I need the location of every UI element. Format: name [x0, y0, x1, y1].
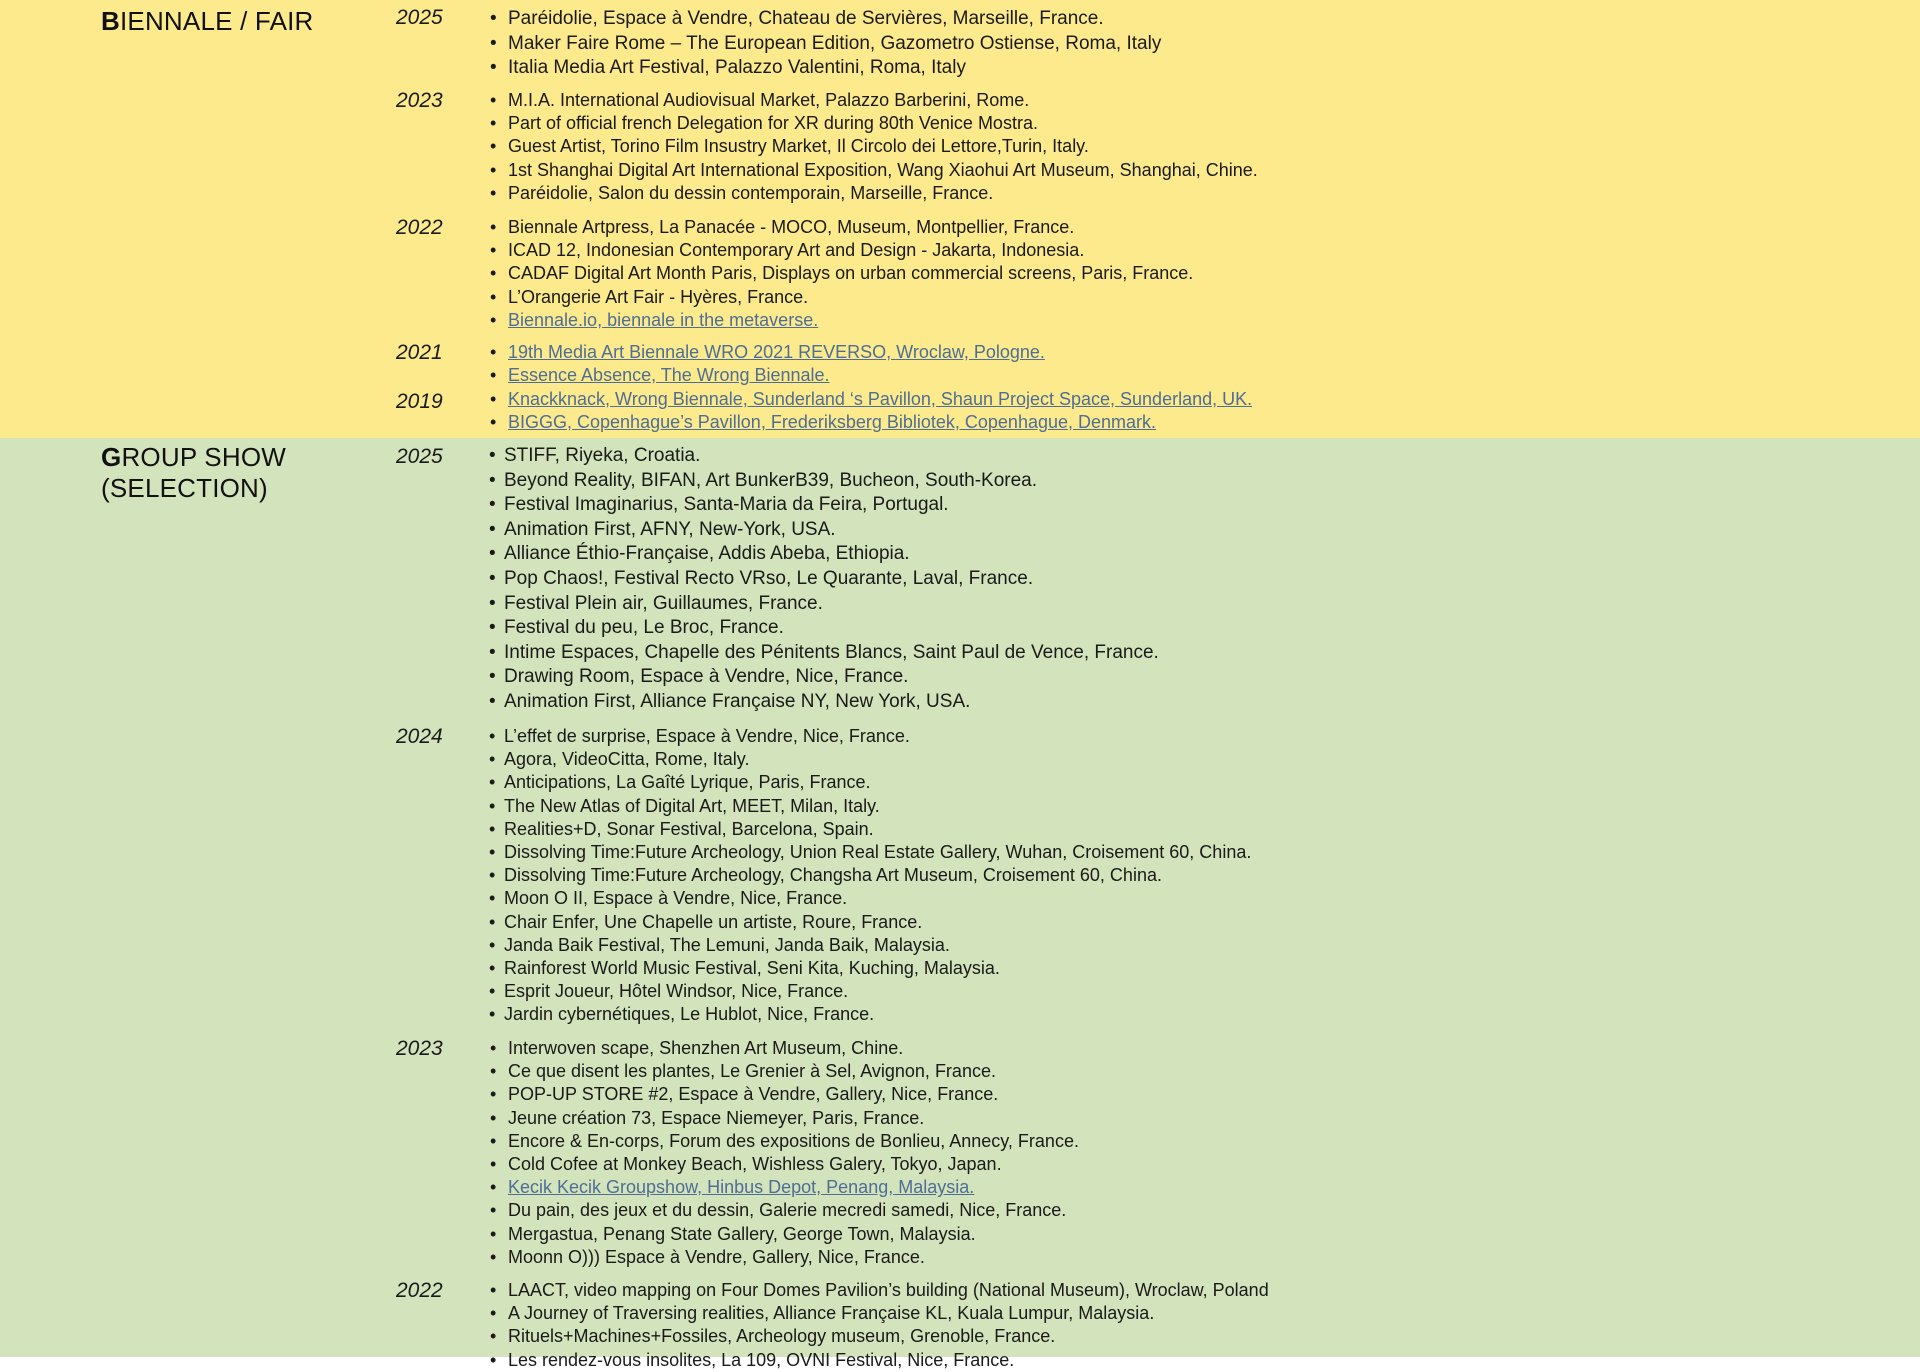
list-item: • Encore & En-corps, Forum des expositions de Bonlieu, Annecy, France. — [490, 1130, 1079, 1153]
list-item: • Paréidolie, Salon du dessin contemporain, Marseille, France. — [490, 182, 1258, 205]
year-label: 2024 — [396, 725, 443, 748]
list-item: • Part of official french Delegation for XR during 80th Venice Mostra. — [490, 112, 1258, 135]
item-list — [490, 7, 1161, 81]
year-label: 2023 — [396, 1037, 443, 1060]
list-item: • Esprit Joueur, Hôtel Windsor, Nice, France. — [489, 980, 1251, 1003]
list-item: • Moon O II, Espace à Vendre, Nice, France. — [489, 887, 1251, 910]
list-item: • Dissolving Time:Future Archeology, Changsha Art Museum, Croisement 60, China. — [489, 864, 1251, 887]
list-item: • Chair Enfer, Une Chapelle un artiste, Roure, France. — [489, 911, 1251, 934]
list-item: • Festival Imaginarius, Santa-Maria da Feira, Portugal. — [489, 493, 1159, 518]
list-item: • Pop Chaos!, Festival Recto VRso, Le Quarante, Laval, France. — [489, 567, 1159, 592]
list-item: • Animation First, AFNY, New-York, USA. — [489, 518, 1159, 543]
list-item: • Italia Media Art Festival, Palazzo Valentini, Roma, Italy — [490, 56, 1161, 81]
section-title-group-show — [101, 442, 286, 504]
biennale-io-link[interactable]: Biennale.io, biennale in the metaverse. — [508, 309, 819, 330]
list-item: • Drawing Room, Espace à Vendre, Nice, France. — [489, 665, 1159, 690]
list-item — [490, 1176, 1079, 1199]
list-item: • 1st Shanghai Digital Art International Exposition, Wang Xiaohui Art Museum, Shanghai, Chine. — [490, 159, 1258, 182]
list-item: • Guest Artist, Torino Film Insustry Market, Il Circolo dei Lettore,Turin, Italy. — [490, 135, 1258, 158]
list-item: • L’Orangerie Art Fair - Hyères, France. — [490, 286, 1193, 309]
year-label: 2022 — [396, 1279, 443, 1302]
year-label: 2023 — [396, 89, 443, 112]
list-item — [490, 364, 1045, 387]
wrong-biennale-link[interactable]: Essence Absence, The Wrong Biennale. — [508, 365, 830, 386]
list-item: • Jeune création 73, Espace Niemeyer, Paris, France. — [490, 1107, 1079, 1130]
year-label: 2022 — [396, 216, 443, 239]
title-initial: B — [101, 6, 120, 36]
list-item: • Beyond Reality, BIFAN, Art BunkerB39, Bucheon, South-Korea. — [489, 469, 1159, 494]
list-item: • Moonn O))) Espace à Vendre, Gallery, Nice, France. — [490, 1246, 1079, 1269]
title-rest: ROUP SHOW — [121, 442, 286, 472]
list-item: • Les rendez-vous insolites, La 109, OVNI Festival, Nice, France. — [490, 1349, 1269, 1372]
list-item: • ICAD 12, Indonesian Contemporary Art and Design - Jakarta, Indonesia. — [490, 239, 1193, 262]
wro-biennale-link[interactable]: 19th Media Art Biennale WRO 2021 REVERSO, Wroclaw, Pologne. — [508, 342, 1045, 362]
biggg-link[interactable]: BIGGG, Copenhague’s Pavillon, Frederiksberg Bibliotek, Copenhague, Denmark. — [508, 412, 1157, 433]
list-item: • Realities+D, Sonar Festival, Barcelona, Spain. — [489, 818, 1251, 841]
list-item: • Janda Baik Festival, The Lemuni, Janda Baik, Malaysia. — [489, 934, 1251, 957]
list-item: • Intime Espaces, Chapelle des Pénitents Blancs, Saint Paul de Vence, France. — [489, 641, 1159, 666]
group-show-section — [0, 438, 1920, 1370]
list-item: • POP-UP STORE #2, Espace à Vendre, Gallery, Nice, France. — [490, 1083, 1079, 1106]
item-list — [490, 341, 1045, 387]
list-item: • M.I.A. International Audiovisual Market, Palazzo Barberini, Rome. — [490, 89, 1258, 112]
list-item: • CADAF Digital Art Month Paris, Displays on urban commercial screens, Paris, France. — [490, 262, 1193, 285]
item-list — [489, 444, 1159, 715]
list-item: • STIFF, Riyeka, Croatia. — [489, 444, 1159, 469]
year-label: 2025 — [396, 445, 443, 468]
list-item: • Du pain, des jeux et du dessin, Galerie mecredi samedi, Nice, France. — [490, 1199, 1079, 1222]
list-item: • Interwoven scape, Shenzhen Art Museum, Chine. — [490, 1037, 1079, 1060]
kecik-kecik-link[interactable]: Kecik Kecik Groupshow, Hinbus Depot, Penang, Malaysia. — [508, 1177, 975, 1198]
list-item: • Agora, VideoCitta, Rome, Italy. — [489, 748, 1251, 771]
list-item: • Cold Cofee at Monkey Beach, Wishless Galery, Tokyo, Japan. — [490, 1153, 1079, 1176]
list-item: • Rainforest World Music Festival, Seni Kita, Kuching, Malaysia. — [489, 957, 1251, 980]
biennale-fair-section — [0, 0, 1920, 438]
list-item — [490, 388, 1252, 411]
list-item: • Jardin cybernétiques, Le Hublot, Nice, France. — [489, 1003, 1251, 1026]
list-item: • Dissolving Time:Future Archeology, Union Real Estate Gallery, Wuhan, Croisement 60, China. — [489, 841, 1251, 864]
list-item: • Biennale Artpress, La Panacée - MOCO, Museum, Montpellier, France. — [490, 216, 1193, 239]
list-item — [490, 411, 1252, 434]
item-list — [489, 725, 1251, 1027]
item-list — [490, 1279, 1269, 1372]
list-item: • Rituels+Machines+Fossiles, Archeology museum, Grenoble, France. — [490, 1325, 1269, 1348]
item-list — [490, 216, 1193, 332]
section-title-biennale — [101, 6, 314, 37]
list-item: • Paréidolie, Espace à Vendre, Chateau de Servières, Marseille, France. — [490, 7, 1161, 32]
knackknack-link[interactable]: Knackknack, Wrong Biennale, Sunderland ‘s Pavillon, Shaun Project Space, Sunderland, UK. — [508, 389, 1253, 409]
list-item: • Anticipations, La Gaîté Lyrique, Paris, France. — [489, 771, 1251, 794]
item-list — [490, 89, 1258, 205]
list-item: • L’effet de surprise, Espace à Vendre, Nice, France. — [489, 725, 1251, 748]
title-initial: G — [101, 442, 122, 472]
list-item: • Festival du peu, Le Broc, France. — [489, 616, 1159, 641]
list-item — [490, 309, 1193, 332]
list-item: • The New Atlas of Digital Art, MEET, Milan, Italy. — [489, 795, 1251, 818]
list-item: • Mergastua, Penang State Gallery, George Town, Malaysia. — [490, 1223, 1079, 1246]
item-list — [490, 388, 1252, 434]
list-item: • LAACT, video mapping on Four Domes Pavilion’s building (National Museum), Wroclaw, Poland — [490, 1279, 1269, 1302]
year-label: 2025 — [396, 6, 443, 29]
list-item: • A Journey of Traversing realities, Alliance Française KL, Kuala Lumpur, Malaysia. — [490, 1302, 1269, 1325]
title-line2: (SELECTION) — [101, 473, 268, 503]
list-item: • Festival Plein air, Guillaumes, France. — [489, 592, 1159, 617]
list-item: • Alliance Éthio-Française, Addis Abeba, Ethiopia. — [489, 542, 1159, 567]
list-item: • Animation First, Alliance Française NY, New York, USA. — [489, 690, 1159, 715]
list-item: • Maker Faire Rome – The European Edition, Gazometro Ostiense, Roma, Italy — [490, 32, 1161, 57]
year-label: 2019 — [396, 390, 443, 413]
list-item: • Ce que disent les plantes, Le Grenier à Sel, Avignon, France. — [490, 1060, 1079, 1083]
item-list — [490, 1037, 1079, 1269]
list-item — [490, 341, 1045, 364]
title-rest: IENNALE / FAIR — [119, 6, 314, 36]
year-label: 2021 — [396, 341, 443, 364]
